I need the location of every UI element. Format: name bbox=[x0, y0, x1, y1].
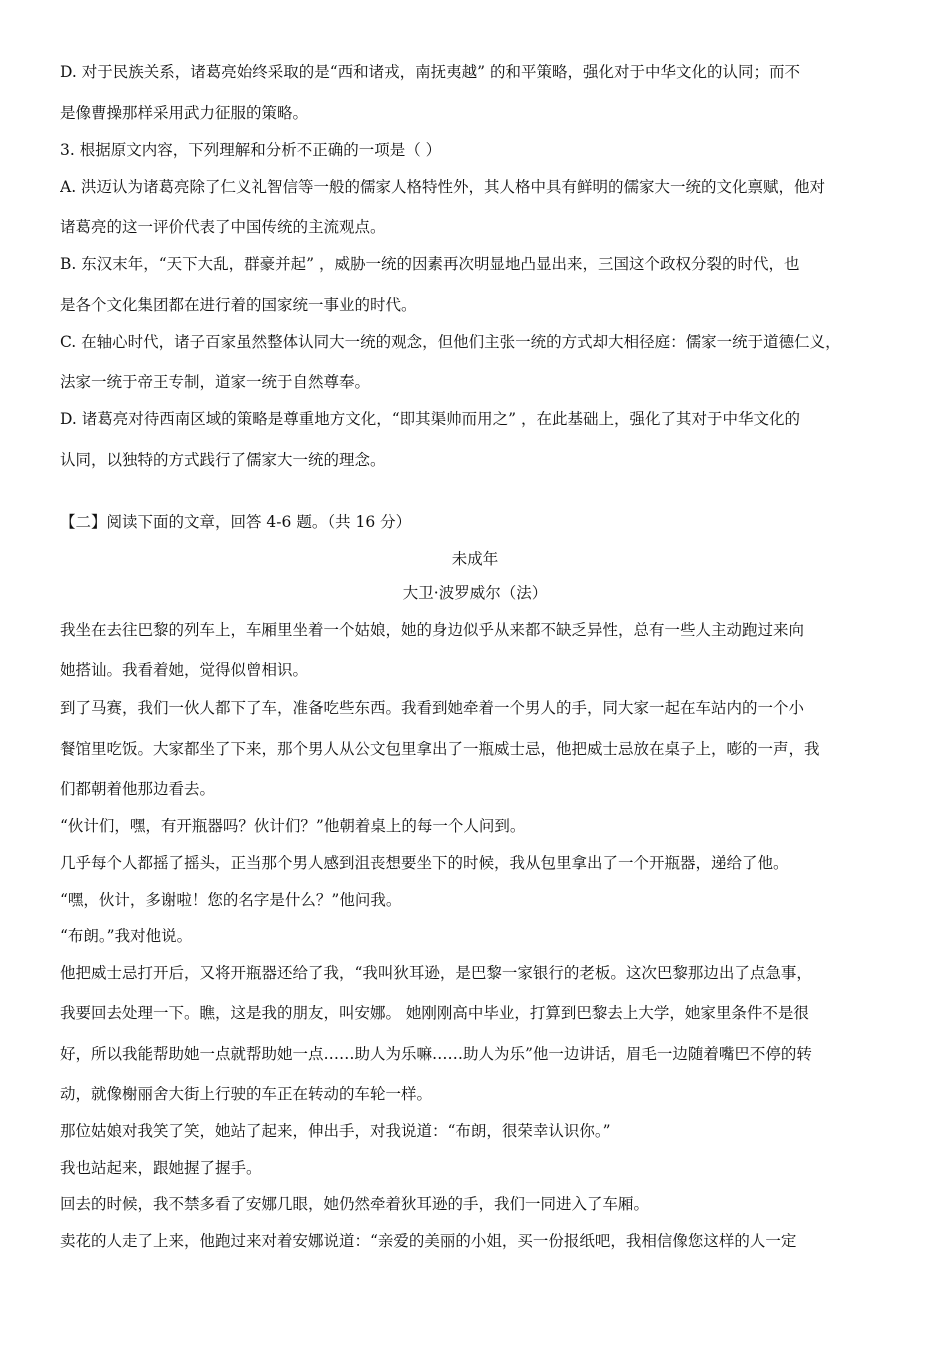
story-paragraph-line: 餐馆里吃饭。大家都坐了下来，那个男人从公文包里拿出了一瓶威士忌，他把威士忌放在桌子上，嘭的一声，我 bbox=[60, 740, 820, 758]
q3-option-d-line-2: 认同，以独特的方式践行了儒家大一统的理念。 bbox=[60, 451, 386, 469]
story-paragraph-line: 好，所以我能帮助她一点就帮助她一点……助人为乐嘛……助人为乐”他一边讲话，眉毛一边随着嘴巴不停的转 bbox=[60, 1045, 812, 1063]
story-paragraph-line: “嘿，伙计，多谢啦！您的名字是什么？”他问我。 bbox=[60, 891, 402, 909]
q3-option-c-line-2: 法家一统于帝王专制，道家一统于自然尊奉。 bbox=[60, 373, 371, 391]
story-paragraph-line: 我要回去处理一下。瞧，这是我的朋友，叫安娜。 她刚刚高中毕业，打算到巴黎去上大学，她家里条件不是很 bbox=[60, 1004, 809, 1022]
story-paragraph-line: 那位姑娘对我笑了笑，她站了起来，伸出手，对我说道：“布朗，很荣幸认识你。” bbox=[60, 1122, 611, 1140]
section-2-heading: 【二】阅读下面的文章，回答 4-6 题。（共 16 分） bbox=[60, 513, 412, 531]
story-paragraph-line: 她搭讪。我看着她，觉得似曾相识。 bbox=[60, 661, 309, 679]
q3-option-a-line-2: 诸葛亮的这一评价代表了中国传统的主流观点。 bbox=[60, 218, 386, 236]
question-3-stem: 3. 根据原文内容，下列理解和分析不正确的一项是（ ） bbox=[60, 141, 442, 159]
story-paragraph-line: 我坐在去往巴黎的列车上，车厢里坐着一个姑娘，她的身边似乎从来都不缺乏异性，总有一些人主动跑过来向 bbox=[60, 621, 805, 639]
q3-option-b-line-2: 是各个文化集团都在进行着的国家统一事业的时代。 bbox=[60, 296, 417, 314]
story-paragraph-line: 动，就像榭丽舍大街上行驶的车正在转动的车轮一样。 bbox=[60, 1085, 433, 1103]
story-paragraph-line: 们都朝着他那边看去。 bbox=[60, 780, 216, 798]
q2-option-d-line-2: 是像曹操那样采用武力征服的策略。 bbox=[60, 104, 309, 122]
story-title: 未成年 bbox=[451, 550, 499, 568]
story-paragraph-line: “伙计们，嘿，有开瓶器吗？伙计们？”他朝着桌上的每一个人问到。 bbox=[60, 817, 526, 835]
q3-option-d-line-1: D. 诸葛亮对待西南区域的策略是尊重地方文化，“即其渠帅而用之” ，在此基础上，强化了其对于中华文化的 bbox=[60, 410, 801, 428]
q3-option-c-line-1: C. 在轴心时代，诸子百家虽然整体认同大一统的观念，但他们主张一统的方式却大相径庭：儒家一统于道德仁义， bbox=[60, 333, 841, 351]
q2-option-d-line-1: D. 对于民族关系，诸葛亮始终采取的是“西和诸戎，南抚夷越” 的和平策略，强化对于中华文化的认同；而不 bbox=[60, 63, 801, 81]
story-paragraph-line: 几乎每个人都摇了摇头，正当那个男人感到沮丧想要坐下的时候，我从包里拿出了一个开瓶器，递给了他。 bbox=[60, 854, 789, 872]
story-paragraph-line: 卖花的人走了上来，他跑过来对着安娜说道：“亲爱的美丽的小姐，买一份报纸吧，我相信像您这样的人一定 bbox=[60, 1232, 797, 1250]
story-paragraph-line: 回去的时候，我不禁多看了安娜几眼，她仍然牵着狄耳逊的手，我们一同进入了车厢。 bbox=[60, 1195, 650, 1213]
story-paragraph-line: 到了马赛，我们一伙人都下了车，准备吃些东西。我看到她牵着一个男人的手，同大家一起在车站内的一个小 bbox=[60, 699, 805, 717]
q3-option-a-line-1: A. 洪迈认为诸葛亮除了仁义礼智信等一般的儒家人格特性外，其人格中具有鲜明的儒家大一统的文化禀赋，他对 bbox=[60, 178, 826, 196]
story-author: 大卫·波罗威尔（法） bbox=[402, 584, 548, 602]
q3-option-b-line-1: B. 东汉末年，“天下大乱，群豪并起” ，威胁一统的因素再次明显地凸显出来，三国这个政权分裂的时代，也 bbox=[60, 255, 800, 273]
story-paragraph-line: 我也站起来，跟她握了握手。 bbox=[60, 1159, 262, 1177]
story-paragraph-line: 他把威士忌打开后，又将开瓶器还给了我，“我叫狄耳逊，是巴黎一家银行的老板。这次巴黎那边出了点急事， bbox=[60, 964, 812, 982]
story-paragraph-line: “布朗。”我对他说。 bbox=[60, 927, 193, 945]
